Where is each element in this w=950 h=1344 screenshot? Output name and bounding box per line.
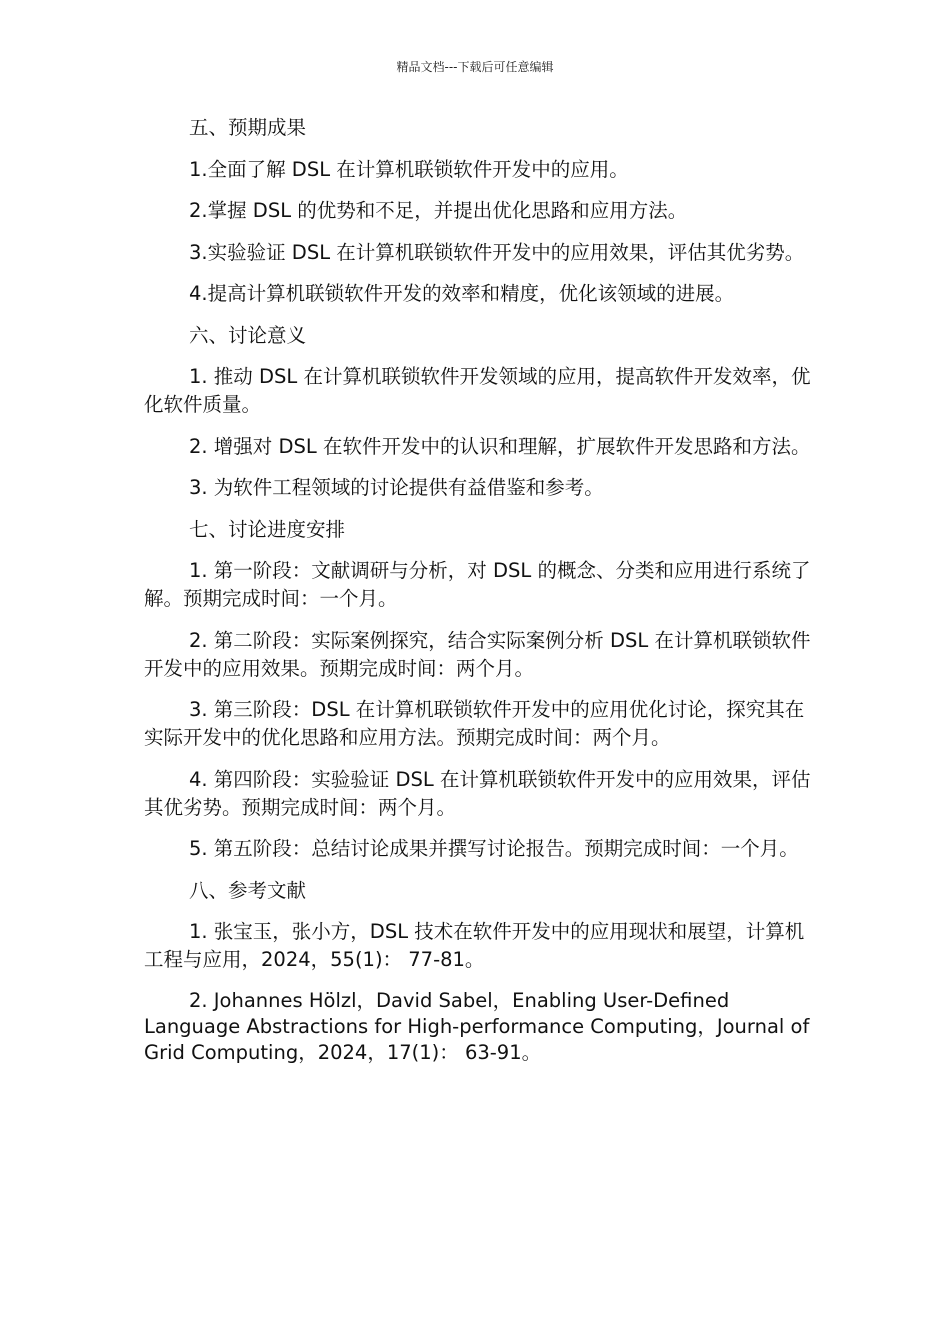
reference-item: 1. 张宝玉，张小方，DSL 技术在软件开发中的应用现状和展望，计算机工程与应用，2024，55(1)： 77-81。: [144, 920, 805, 971]
schedule-item: 5. 第五阶段：总结讨论成果并撰写讨论报告。预期完成时间：一个月。: [189, 837, 799, 860]
significance-item: 3. 为软件工程领域的讨论提供有益借鉴和参考。: [189, 476, 604, 499]
reference-item: 2. Johannes Hölzl，David Sabel，Enabling User-Defined Language Abstractions for High-performance Computing，Journal of Grid Computing，2024，17(1)： 63-91。: [144, 988, 810, 1064]
schedule-item: 4. 第四阶段：实验验证 DSL 在计算机联锁软件开发中的应用效果，评估其优劣势。预期完成时间：两个月。: [144, 767, 811, 819]
expected-result-item: 4.提高计算机联锁软件开发的效率和精度，优化该领域的进展。: [189, 282, 735, 305]
significance-item: 1. 推动 DSL 在计算机联锁软件开发领域的应用，提高软件开发效率，优化软件质量。: [144, 365, 811, 416]
schedule-item: 2. 第二阶段：实际案例探究，结合实际案例分析 DSL 在计算机联锁软件开发中的应用效果。预期完成时间：两个月。: [144, 628, 811, 680]
section-heading-references: 八、参考文献: [189, 878, 307, 902]
significance-item: 2. 增强对 DSL 在软件开发中的认识和理解，扩展软件开发思路和方法。: [189, 434, 811, 458]
expected-result-item: 1.全面了解 DSL 在计算机联锁软件开发中的应用。: [189, 157, 629, 181]
expected-result-item: 2.掌握 DSL 的优势和不足，并提出优化思路和应用方法。: [189, 199, 688, 222]
expected-result-item: 3.实验验证 DSL 在计算机联锁软件开发中的应用效果，评估其优劣势。: [189, 240, 805, 264]
section-heading-schedule: 七、讨论进度安排: [189, 517, 346, 541]
section-heading-expected-results: 五、预期成果: [189, 116, 307, 139]
schedule-item: 1. 第一阶段：文献调研与分析，对 DSL 的概念、分类和应用进行系统了解。预期完成时间：一个月。: [144, 559, 811, 610]
schedule-item: 3. 第三阶段：DSL 在计算机联锁软件开发中的应用优化讨论，探究其在实际开发中的优化思路和应用方法。预期完成时间：两个月。: [144, 698, 805, 749]
document-body: [144, 114, 816, 1079]
section-heading-significance: 六、讨论意义: [189, 323, 307, 347]
page-header: 精品文档---下载后可任意编辑: [396, 60, 554, 74]
